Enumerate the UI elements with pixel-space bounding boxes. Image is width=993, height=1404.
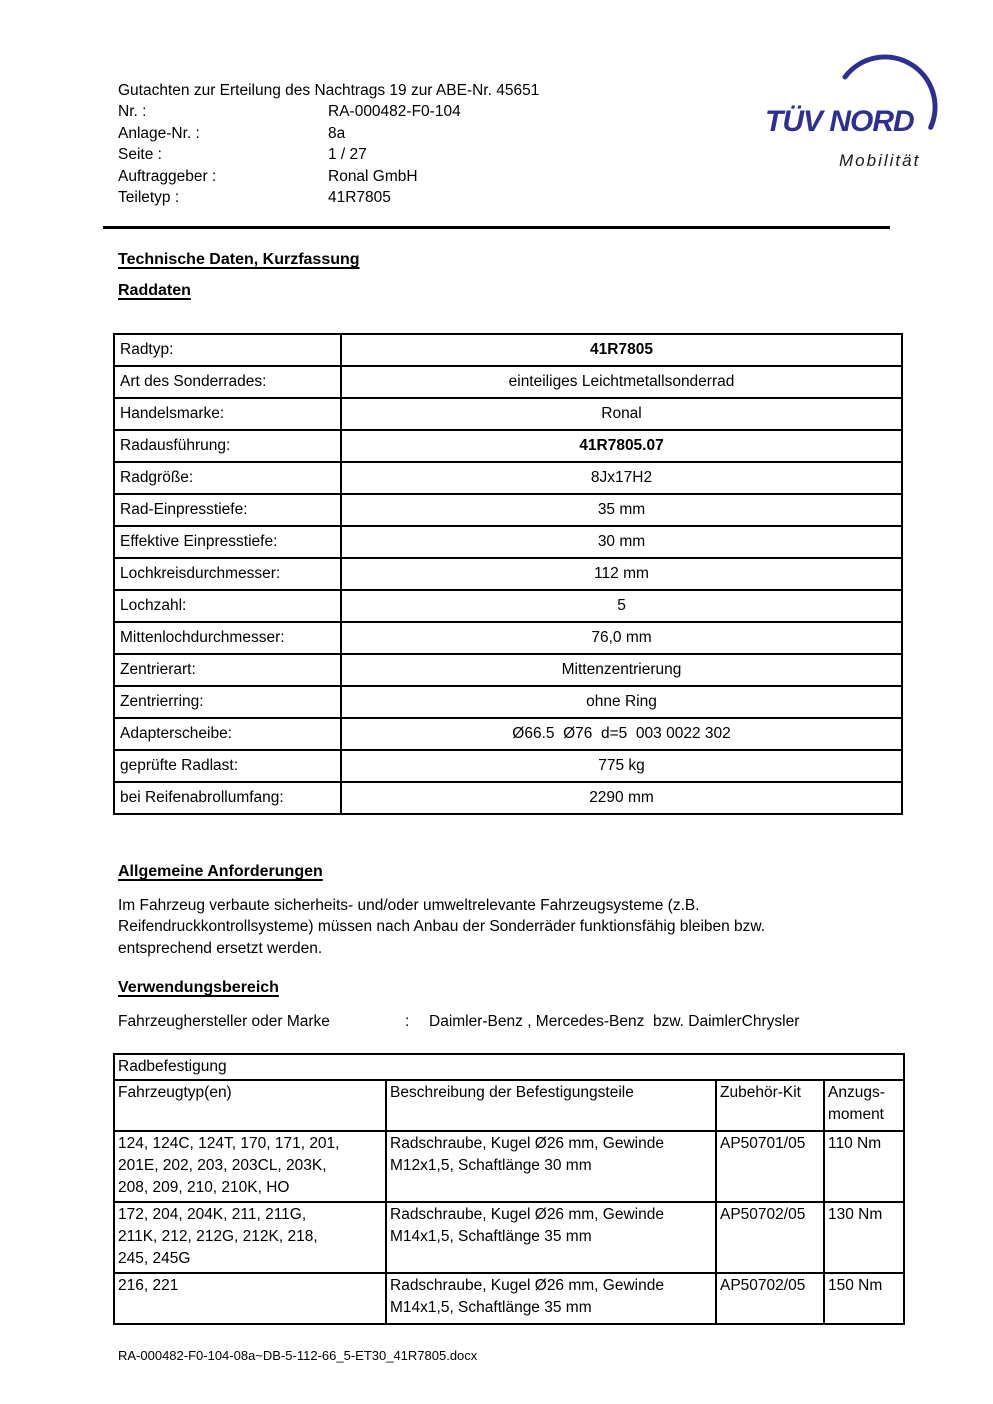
table-row [114,1273,904,1324]
column-header-zubehoer-kit: Zubehör-Kit [716,1080,824,1131]
row-label: Radgröße: [114,462,341,494]
field-value: 8a [328,124,346,142]
header-field-teiletyp [118,187,539,208]
field-label: Seite : [118,146,162,164]
header-field-nr [118,101,539,122]
row-label: Lochkreisdurchmesser: [114,558,341,590]
table-header-row [114,1080,904,1131]
tuv-nord-logo [755,45,955,180]
table-row [114,1131,904,1202]
paragraph-line: entsprechend ersetzt werden. [118,939,323,957]
field-value: 41R7805 [328,189,391,207]
cell-fahrzeugtypen: 124, 124C, 124T, 170, 171, 201, 201E, 202, 203, 203CL, 203K, 208, 209, 210, 210K, HO [114,1131,386,1202]
row-value: 35 mm [341,494,902,526]
section-heading-allgemeine-anforderungen: Allgemeine Anforderungen [118,863,323,880]
row-label: Art des Sonderrades: [114,366,341,398]
colon: : [405,1013,410,1030]
table-row [114,1202,904,1273]
fahrzeughersteller-label: Fahrzeughersteller oder Marke [118,1013,330,1030]
row-label: Rad-Einpresstiefe: [114,494,341,526]
logo-brand-text: TÜV NORD [765,105,914,138]
table-row [114,686,902,718]
row-label: geprüfte Radlast: [114,750,341,782]
row-value: 8Jx17H2 [341,462,902,494]
table-row [114,558,902,590]
row-value: 30 mm [341,526,902,558]
row-value: einteiliges Leichtmetallsonderrad [341,366,902,398]
header-field-seite [118,144,539,165]
row-value: ohne Ring [341,686,902,718]
row-label: Adapterscheibe: [114,718,341,750]
cell-anzugsmoment: 130 Nm [824,1202,904,1273]
row-label: Radtyp: [114,334,341,366]
field-value: Ronal GmbH [328,167,418,185]
header-divider [103,226,890,229]
column-header-beschreibung: Beschreibung der Befestigungsteile [386,1080,716,1131]
cell-zubehoer-kit: AP50702/05 [716,1202,824,1273]
table-row [114,430,902,462]
row-label: Handelsmarke: [114,398,341,430]
table-row [114,334,902,366]
table-row [114,590,902,622]
table-title-row [114,1054,904,1080]
cell-zubehoer-kit: AP50701/05 [716,1131,824,1202]
raddaten-table [113,333,903,815]
table-row [114,750,902,782]
header-block [118,80,539,208]
section-heading-verwendungsbereich: Verwendungsbereich [118,979,279,996]
row-label: Zentrierring: [114,686,341,718]
row-value: 41R7805 [341,334,902,366]
field-label: Nr. : [118,103,147,121]
column-header-anzugsmoment: Anzugs-moment [824,1080,904,1131]
row-value: 2290 mm [341,782,902,814]
field-label: Teiletyp : [118,189,180,207]
cell-beschreibung: Radschraube, Kugel Ø26 mm, Gewinde M12x1,5, Schaftlänge 30 mm [386,1131,716,1202]
table-row [114,622,902,654]
row-value: 5 [341,590,902,622]
field-label: Auftraggeber : [118,167,217,185]
table-title: Radbefestigung [114,1054,904,1080]
table-row [114,718,902,750]
table-row [114,462,902,494]
column-header-fahrzeugtypen: Fahrzeugtyp(en) [114,1080,386,1131]
header-field-auftraggeber [118,166,539,187]
row-label: Radausführung: [114,430,341,462]
allgemeine-anforderungen-text [118,895,765,959]
row-label: bei Reifenabrollumfang: [114,782,341,814]
row-value: Mittenzentrierung [341,654,902,686]
header-field-anlage [118,123,539,144]
row-value: 775 kg [341,750,902,782]
row-value: 76,0 mm [341,622,902,654]
field-value: RA-000482-F0-104 [328,103,461,121]
paragraph-line: Im Fahrzeug verbaute sicherheits- und/oder umweltrelevante Fahrzeugsysteme (z.B. [118,897,700,914]
row-value: 41R7805.07 [341,430,902,462]
cell-anzugsmoment: 110 Nm [824,1131,904,1202]
table-row [114,398,902,430]
table-row [114,494,902,526]
cell-fahrzeugtypen: 216, 221 [114,1273,386,1324]
field-label: Anlage-Nr. : [118,124,200,142]
radbefestigung-table [113,1053,905,1325]
row-label: Mittenlochdurchmesser: [114,622,341,654]
cell-anzugsmoment: 150 Nm [824,1273,904,1324]
cell-zubehoer-kit: AP50702/05 [716,1273,824,1324]
table-row [114,526,902,558]
fahrzeughersteller-line [118,1013,799,1031]
table-row [114,366,902,398]
footer-filename: RA-000482-F0-104-08a~DB-5-112-66_5-ET30_41R7805.docx [118,1348,478,1363]
logo-tagline: Mobilität [839,151,921,170]
cell-fahrzeugtypen: 172, 204, 204K, 211, 211G, 211K, 212, 212G, 212K, 218, 245, 245G [114,1202,386,1273]
row-label: Zentrierart: [114,654,341,686]
paragraph-line: Reifendruckkontrollsysteme) müssen nach Anbau der Sonderräder funktionsfähig bleiben bzw. [118,918,766,936]
section-heading-raddaten: Raddaten [118,282,191,299]
row-value: 112 mm [341,558,902,590]
row-label: Lochzahl: [114,590,341,622]
row-value: Ø66.5 Ø76 d=5 003 0022 302 [341,718,902,750]
field-value: 1 / 27 [328,146,367,164]
row-value: Ronal [341,398,902,430]
row-label: Effektive Einpresstiefe: [114,526,341,558]
table-row [114,654,902,686]
cell-beschreibung: Radschraube, Kugel Ø26 mm, Gewinde M14x1,5, Schaftlänge 35 mm [386,1202,716,1273]
section-heading-technische-daten: Technische Daten, Kurzfassung [118,251,360,268]
document-title: Gutachten zur Erteilung des Nachtrags 19 zur ABE-Nr. 45651 [118,82,540,99]
table-row [114,782,902,814]
cell-beschreibung: Radschraube, Kugel Ø26 mm, Gewinde M14x1,5, Schaftlänge 35 mm [386,1273,716,1324]
fahrzeughersteller-value: Daimler-Benz , Mercedes-Benz bzw. DaimlerChrysler [429,1013,800,1030]
